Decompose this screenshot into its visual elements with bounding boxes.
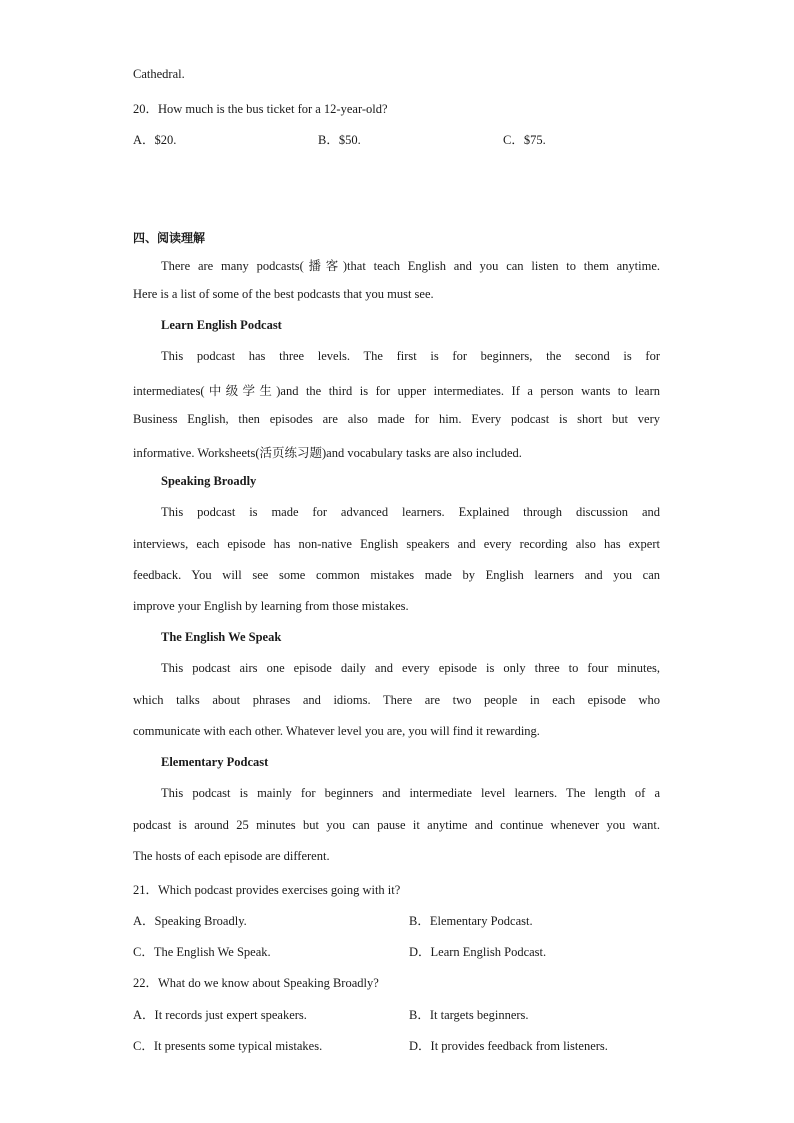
podcast1-line-3: Business English, then episodes are also made for him. Every podcast is short but very [133,412,660,426]
q22-option-d: D．It provides feedback from listeners. [409,1039,608,1053]
q21-question: 21．Which podcast provides exercises going with it? [133,883,401,897]
podcast2-line-2: interviews, each episode has non-native English speakers and every recording also has expert [133,537,660,551]
podcast4-line-2: podcast is around 25 minutes but you can pause it anytime and continue whenever you want. [133,818,660,832]
q21-option-c: C．The English We Speak. [133,945,271,959]
q21-option-b: B．Elementary Podcast. [409,914,533,928]
q22-option-b: B．It targets beginners. [409,1008,529,1022]
q20-question: 20．How much is the bus ticket for a 12-year-old? [133,102,388,116]
q22-option-a: A．It records just expert speakers. [133,1008,307,1022]
q22-question: 22．What do we know about Speaking Broadly? [133,976,379,990]
podcast1-line-1: This podcast has three levels. The first is for beginners, the second is for [161,349,660,363]
podcast2-line-4: improve your English by learning from those mistakes. [133,599,409,613]
intro-line-1: There are many podcasts(播客)that teach English and you can listen to them anytime. [161,259,660,273]
podcast2-line-1: This podcast is made for advanced learners. Explained through discussion and [161,505,660,519]
podcast1-line-4: informative. Worksheets(活页练习题)and vocabulary tasks are also included. [133,446,522,460]
section-heading: 四、阅读理解 [133,231,206,245]
q21-option-d: D．Learn English Podcast. [409,945,547,959]
podcast4-line-3: The hosts of each episode are different. [133,849,330,863]
podcast-title-english-we-speak: The English We Speak [161,630,282,644]
q22-option-c: C．It presents some typical mistakes. [133,1039,323,1053]
podcast-title-speaking-broadly: Speaking Broadly [161,474,257,488]
q20-option-c: C．$75. [503,133,546,147]
podcast3-line-2: which talks about phrases and idioms. There are two people in each episode who [133,693,660,707]
podcast3-line-3: communicate with each other. Whatever level you are, you will find it rewarding. [133,724,540,738]
q20-option-b: B．$50. [318,133,361,147]
podcast-title-learn-english: Learn English Podcast [161,318,282,332]
q20-option-a: A．$20. [133,133,177,147]
q20-preceding-line: Cathedral. [133,67,185,81]
q21-option-a: A．Speaking Broadly. [133,914,247,928]
intro-line-2: Here is a list of some of the best podcasts that you must see. [133,287,434,301]
podcast4-line-1: This podcast is mainly for beginners and intermediate level learners. The length of a [161,786,660,800]
podcast3-line-1: This podcast airs one episode daily and every episode is only three to four minutes, [161,661,660,675]
podcast-title-elementary: Elementary Podcast [161,755,269,769]
podcast2-line-3: feedback. You will see some common mistakes made by English learners and you can [133,568,660,582]
podcast1-line-2: intermediates(中级学生)and the third is for upper intermediates. If a person wants to learn [133,384,660,398]
